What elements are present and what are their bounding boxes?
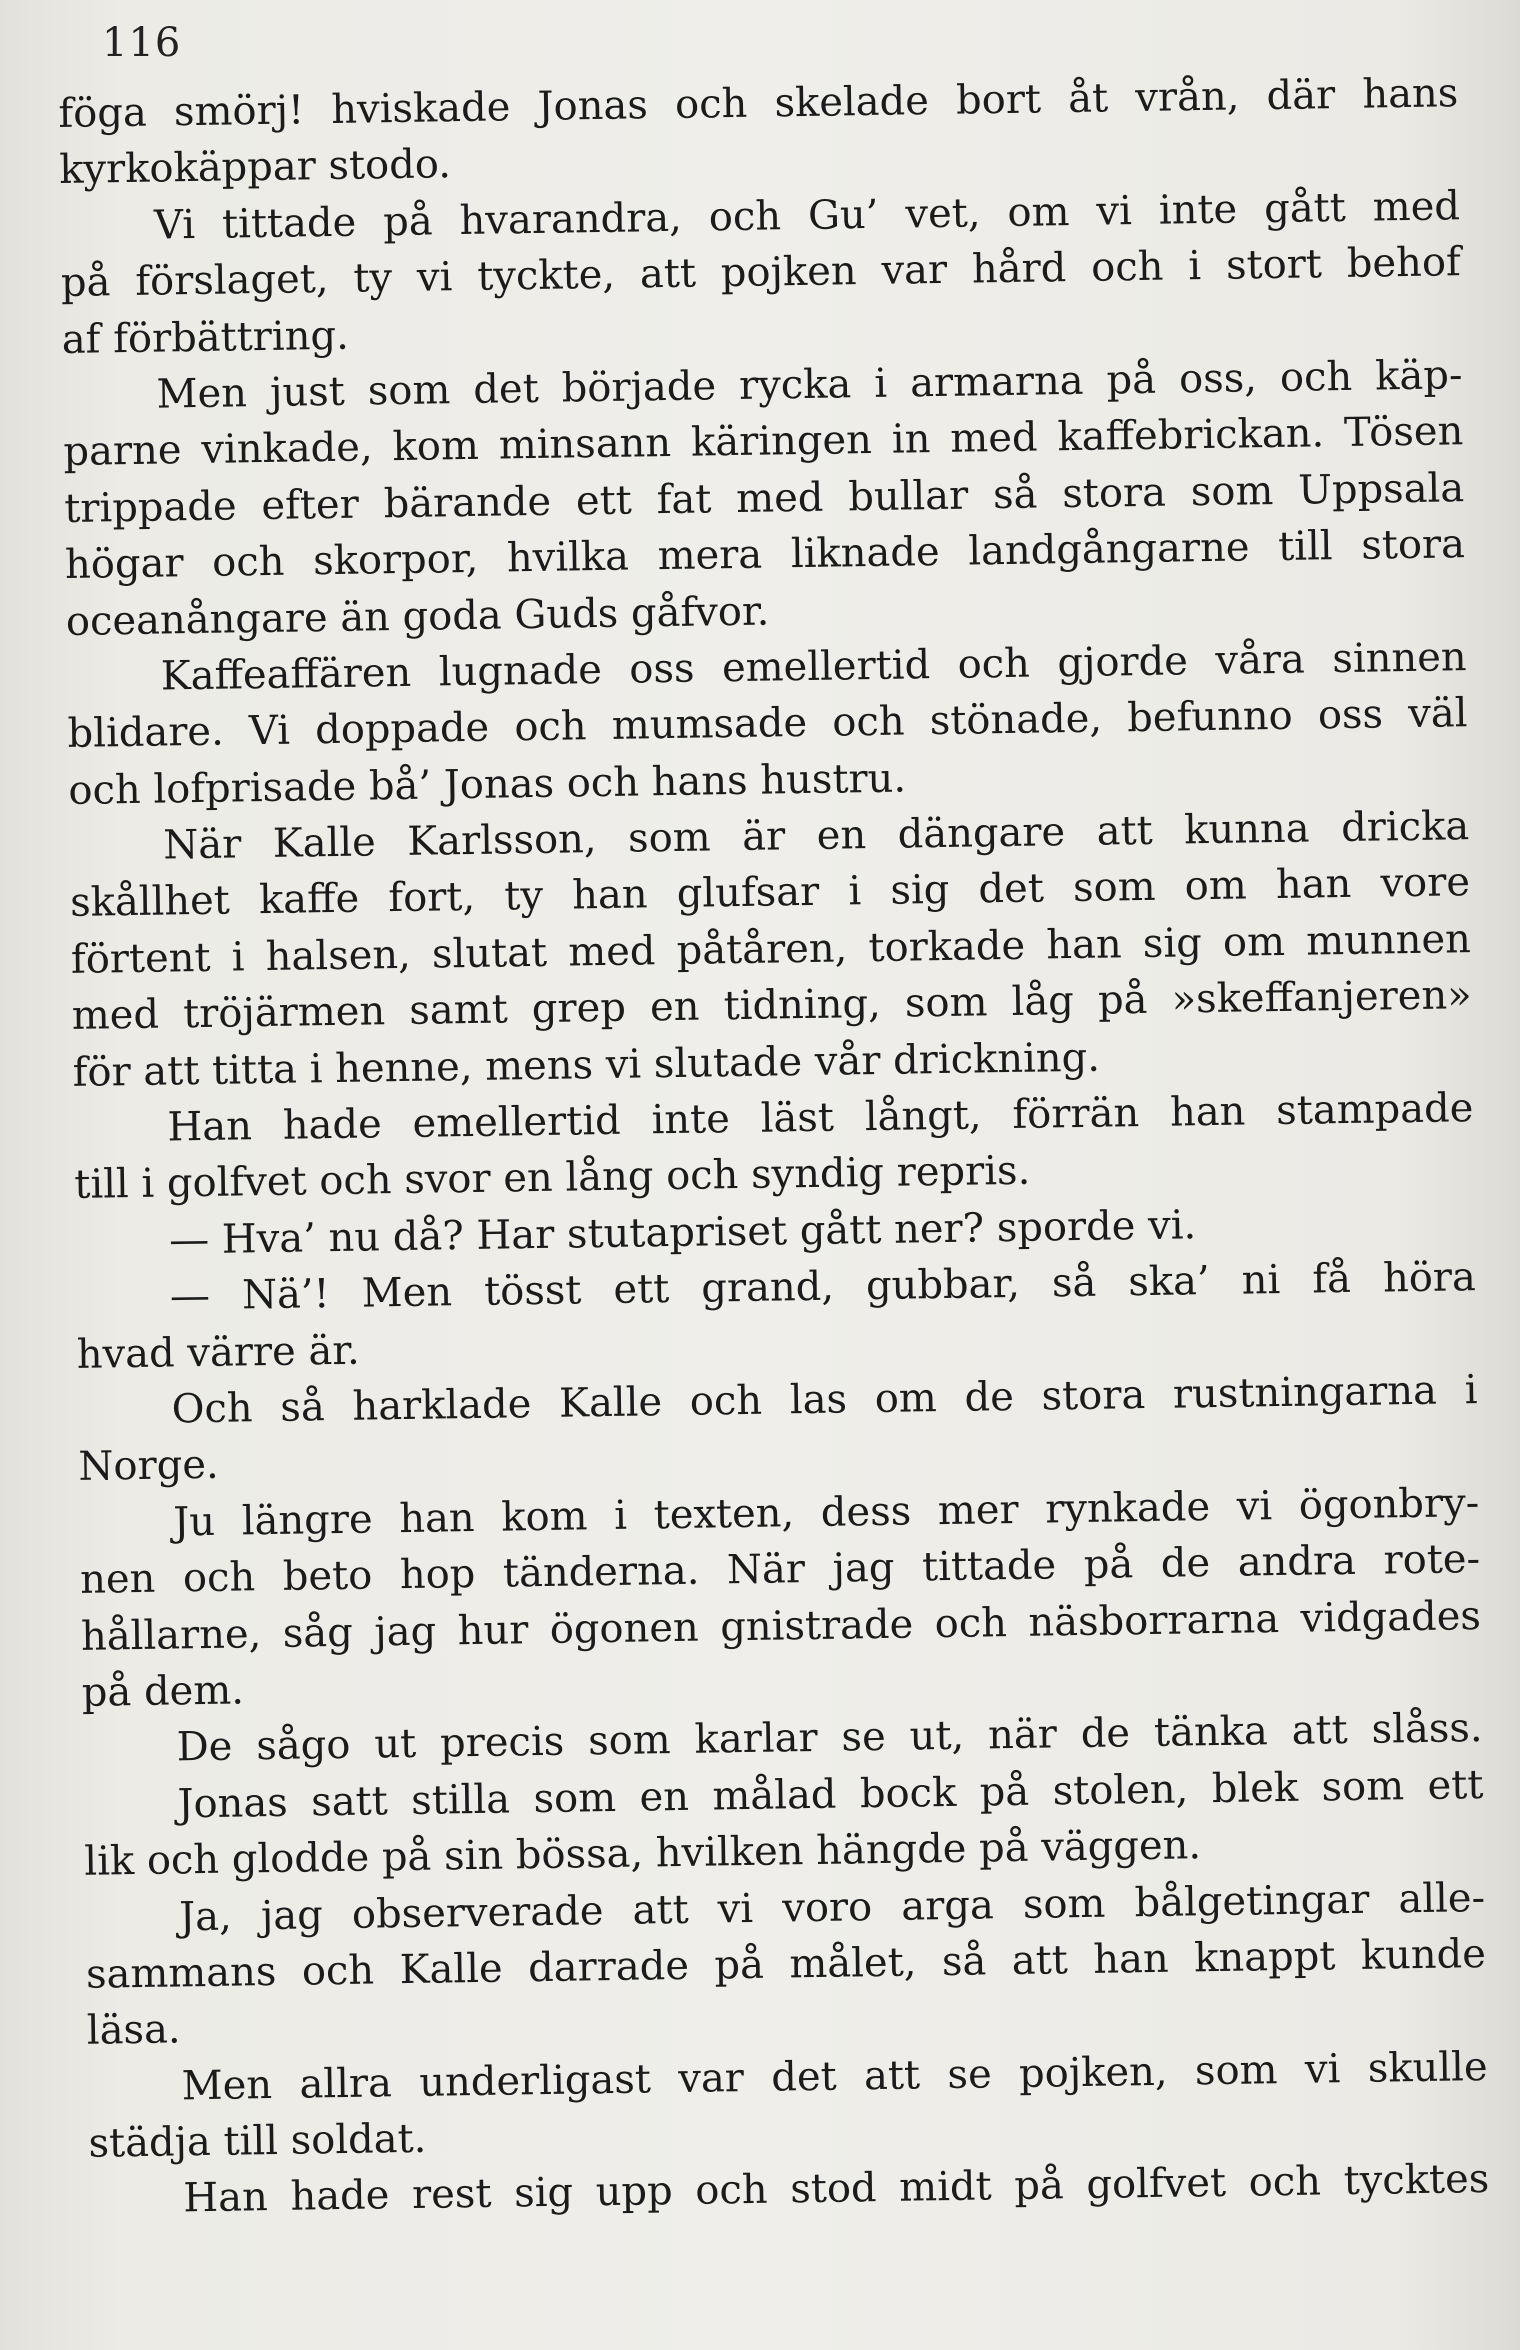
text-line: nen och beto hop tänderna. När jag tittade på de andra rote- bbox=[79, 1536, 1481, 1603]
text-line: af förbättring. bbox=[61, 312, 350, 363]
text-line: kyrkokäppar stodo. bbox=[58, 141, 452, 194]
text-line: Vi tittade på hvarandra, och Gu’ vet, om vi inte gått med bbox=[153, 182, 1461, 249]
text-line: Och så harklade Kalle och las om de stora rustningarna i bbox=[171, 1367, 1478, 1433]
text-line: De sågo ut precis som karlar se ut, när de tänka att slåss. bbox=[176, 1705, 1483, 1771]
text-line: Norge. bbox=[78, 1442, 220, 1491]
text-line: föga smörj! hviskade Jonas och skelade bort åt vrån, där hans bbox=[58, 70, 1459, 137]
text-line: oceanångare än goda Guds gåfvor. bbox=[65, 588, 770, 645]
text-line: hållarne, såg jag hur ögonen gnistrade och näsborrarna vidgades bbox=[80, 1592, 1482, 1660]
text-line: trippade efter bärande ett fat med bullar så stora som Uppsala bbox=[63, 464, 1465, 532]
text-line: Ja, jag observerade att vi voro arga som bålgetingar alle- bbox=[178, 1874, 1486, 1940]
text-line: — Nä’! Men tösst ett grand, gubbar, så ska’ ni få höra bbox=[169, 1254, 1477, 1320]
text-line: skållhet kaffe fort, ty han glufsar i sig det som om han vore bbox=[69, 859, 1471, 927]
body-text bbox=[58, 65, 1490, 2228]
text-line: Men just som det började rycka i armarna på oss, och käp- bbox=[156, 352, 1463, 418]
text-line: med tröjärmen samt grep en tidning, som låg på »skeffanjeren» bbox=[71, 972, 1472, 1040]
text-line: blidare. Vi doppade och mumsade och stönade, befunno oss väl bbox=[67, 690, 1468, 758]
text-line: och lofprisade bå’ Jonas och hans hustru. bbox=[68, 755, 907, 814]
text-line: på förslaget, ty vi tyckte, att pojken var hård och i stort behof bbox=[60, 239, 1462, 307]
text-line: till i golfvet och svor en lång och syndig repris. bbox=[73, 1148, 1031, 1209]
text-line: Jonas satt stilla som en målad bock på stolen, blek som ett bbox=[177, 1761, 1484, 1828]
text-line: lik och glodde på sin bössa, hvilken hängde på väggen. bbox=[84, 1822, 1202, 1885]
text-line: högar och skorpor, hvilka mera liknade landgångarne till stora bbox=[64, 521, 1466, 589]
text-line: läsa. bbox=[86, 2006, 181, 2055]
text-line: för att titta i henne, mens vi slutade vår drickning. bbox=[72, 1034, 1101, 1096]
text-line: sammans och Kalle darrade på målet, så att han knappt kunde bbox=[85, 1930, 1487, 1998]
text-line: Han hade emellertid inte läst långt, förrän han stampade bbox=[167, 1085, 1474, 1151]
text-line: Ju längre han kom i texten, dess mer rynkade vi ögonbry- bbox=[172, 1479, 1480, 1546]
text-line: på dem. bbox=[81, 1667, 245, 1716]
text-line: Kaffeaffären lugnade oss emellertid och gjorde våra sinnen bbox=[160, 634, 1467, 700]
text-line: städja till soldat. bbox=[88, 2115, 427, 2167]
text-line: parne vinkade, kom minsann käringen in med kaffebrickan. Tösen bbox=[63, 408, 1464, 476]
text-line: — Hva’ nu då? Har stutapriset gått ner? sporde vi. bbox=[168, 1202, 1197, 1264]
text-line: hvad värre är. bbox=[76, 1327, 361, 1378]
page-number: 116 bbox=[102, 20, 182, 66]
text-line: förtent i halsen, slutat med påtåren, torkade han sig om munnen bbox=[70, 915, 1472, 983]
text-line: När Kalle Karlsson, som är en dängare att kunna dricka bbox=[162, 803, 1470, 869]
text-line: Han hade rest sig upp och stod midt på golfvet och tycktes bbox=[183, 2156, 1490, 2222]
text-line: Men allra underligast var det att se pojken, som vi skulle bbox=[181, 2043, 1488, 2110]
